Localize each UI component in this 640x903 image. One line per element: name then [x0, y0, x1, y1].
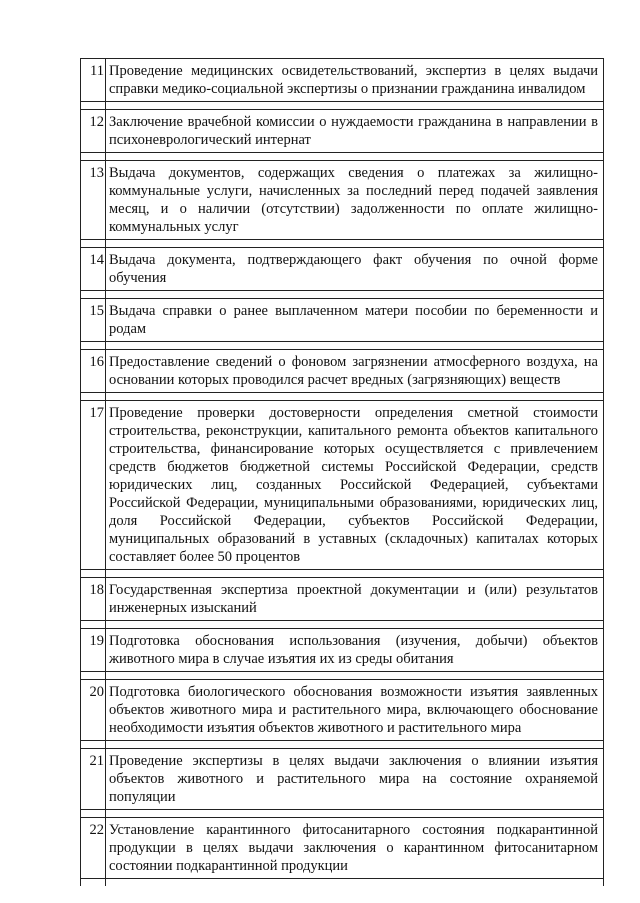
table-row — [81, 59, 604, 102]
row-spacer — [81, 621, 604, 629]
row-number: 14 — [81, 248, 106, 291]
row-number: 17 — [81, 401, 106, 570]
row-number: 18 — [81, 578, 106, 621]
row-text: Проведение проверки достоверности определения сметной стоимости строительства, реконструкции, капитального ремонта объектов капитального строительства, финансирование которых осуществляется с привлечением средств бюджетов бюджетной системы Российской Федерации, средств юридических лиц, созданных Российской Федерацией, субъектами Российской Федерации, муниципальными образованиями, юридических лиц, доля Российской Федерации, субъектов Российской Федерации, муниципальных образований в уставных (складочных) капиталах которых составляет более 50 процентов — [106, 401, 604, 570]
row-text: Заключение врачебной комиссии о нуждаемости гражданина в направлении в психоневрологический интернат — [106, 110, 604, 153]
row-text: Предоставление сведений о фоновом загрязнении атмосферного воздуха, на основании которых проводился расчет вредных (загрязняющих) веществ — [106, 350, 604, 393]
row-number: 12 — [81, 110, 106, 153]
row-spacer — [81, 291, 604, 299]
row-spacer — [81, 672, 604, 680]
row-number: 22 — [81, 818, 106, 879]
row-number: 15 — [81, 299, 106, 342]
row-text: Выдача документа, подтверждающего факт обучения по очной форме обучения — [106, 248, 604, 291]
table-row — [81, 749, 604, 810]
row-spacer — [81, 393, 604, 401]
row-spacer — [81, 102, 604, 110]
row-number: 19 — [81, 629, 106, 672]
table-row — [81, 680, 604, 741]
row-number: 20 — [81, 680, 106, 741]
row-spacer — [81, 240, 604, 248]
table-row — [81, 110, 604, 153]
table-row — [81, 161, 604, 240]
row-spacer — [81, 741, 604, 749]
services-table — [80, 58, 604, 886]
row-spacer — [81, 810, 604, 818]
row-number: 13 — [81, 161, 106, 240]
row-text: Государственная экспертиза проектной документации и (или) результатов инженерных изысканий — [106, 578, 604, 621]
row-text: Выдача справки о ранее выплаченном матери пособии по беременности и родам — [106, 299, 604, 342]
table-row — [81, 299, 604, 342]
row-number: 21 — [81, 749, 106, 810]
table-row — [81, 578, 604, 621]
row-spacer — [81, 342, 604, 350]
table-row — [81, 629, 604, 672]
table-row — [81, 350, 604, 393]
row-text: Проведение экспертизы в целях выдачи заключения о влиянии изъятия объектов животного и растительного мира на состояние охраняемой популяции — [106, 749, 604, 810]
row-text: Проведение медицинских освидетельствований, экспертиз в целях выдачи справки медико-социальной экспертизы о признании гражданина инвалидом — [106, 59, 604, 102]
row-text: Выдача документов, содержащих сведения о платежах за жилищно-коммунальные услуги, начисленных за последний перед подачей заявления месяц, и о наличии (отсутствии) задолженности по оплате жилищно-коммунальных услуг — [106, 161, 604, 240]
row-number: 16 — [81, 350, 106, 393]
row-spacer — [81, 879, 604, 887]
row-text: Подготовка биологического обоснования возможности изъятия заявленных объектов животного мира и растительного мира, включающего обоснование необходимости изъятия объектов животного и растительного мира — [106, 680, 604, 741]
row-number: 11 — [81, 59, 106, 102]
row-spacer — [81, 570, 604, 578]
row-text: Подготовка обоснования использования (изучения, добычи) объектов животного мира в случае изъятия их из среды обитания — [106, 629, 604, 672]
table-row — [81, 401, 604, 570]
row-spacer — [81, 153, 604, 161]
row-text: Установление карантинного фитосанитарного состояния подкарантинной продукции в целях выдачи заключения о карантинном фитосанитарном состоянии подкарантинной продукции — [106, 818, 604, 879]
table-row — [81, 248, 604, 291]
table-row — [81, 818, 604, 879]
